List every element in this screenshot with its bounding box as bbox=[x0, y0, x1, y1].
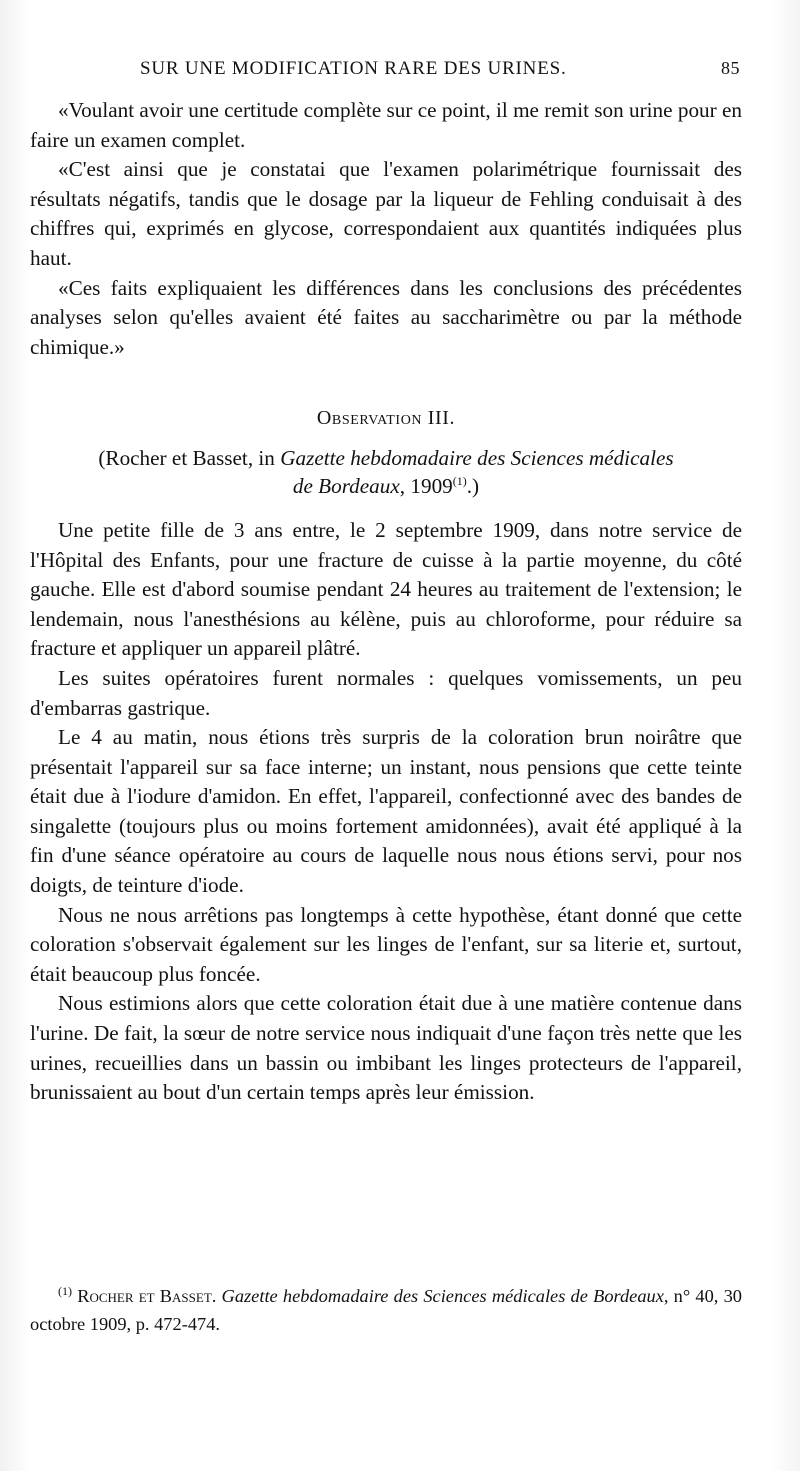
case-paragraph: Une petite fille de 3 ans entre, le 2 septembre 1909, dans notre service de l'Hôpital des Enfants, pour une fracture de cuisse à la partie moyenne, du côté gauche. Elle est d'abord soumise pendant 24 heures au traitement de l'extension; le lendemain, nous l'anesthésions au kélène, puis au chloroforme, pour réduire sa fracture et appliquer un appareil plâtré. bbox=[30, 517, 742, 661]
observation-heading bbox=[30, 404, 742, 434]
footnote-rest: , n° 40, 30 octobre 1909, p. 472-474. bbox=[30, 1286, 742, 1334]
section-gap bbox=[30, 362, 742, 404]
observation-citation bbox=[30, 444, 742, 500]
case-paragraph: Nous estimions alors que cette coloration était due à une matière contenue dans l'urine. De fait, la sœur de notre service nous indiquait d'une façon très nette que les urines, recueillies dans un bassin ou imbibant les linges protecteurs de l'appareil, brunissaient au bout d'un certain temps après leur émission. bbox=[30, 991, 742, 1105]
paragraph: «Voulant avoir une certitude complète sur ce point, il me remit son urine pour en faire un examen complet. bbox=[30, 98, 742, 152]
page-body bbox=[30, 96, 742, 1108]
case-paragraph: Nous ne nous arrêtions pas longtemps à cette hypothèse, étant donné que cette coloration s'observait également sur les linges de l'enfant, sur sa literie et, surtout, était beaucoup plus foncée. bbox=[30, 902, 742, 986]
case-paragraph: Le 4 au matin, nous étions très surpris de la coloration brun noirâtre que présentait l'appareil sur sa face interne; un instant, nous pensions que cette teinte était due à l'iodure d'amidon. En effet, l'appareil, confectionné avec des bandes de singalette (toujours plus ou moins fortement amidonnées), avait été appliqué à la fin d'une séance opératoire au cours de laquelle nous nous étions servi, pour nos doigts, de teinture d'iode. bbox=[30, 725, 742, 898]
citation-prefix: (Rocher et Basset, in bbox=[98, 445, 281, 470]
footnote-journal: Gazette hebdomadaire des Sciences médicales de Bordeaux bbox=[221, 1286, 664, 1306]
page-header bbox=[120, 58, 740, 84]
footnote-authors: Rocher et Basset. bbox=[77, 1286, 217, 1306]
citation-journal-line2: de Bordeaux bbox=[292, 473, 400, 498]
footnote bbox=[30, 1282, 742, 1338]
citation-journal-line1: Gazette hebdomadaire des Sciences médicales bbox=[280, 445, 674, 470]
citation-note-marker: (1) bbox=[452, 473, 467, 488]
case-paragraph: Les suites opératoires furent normales : quelques vomissements, un peu d'embarras gastrique. bbox=[30, 665, 742, 720]
paragraph: «C'est ainsi que je constatai que l'examen polarimétrique fournissait des résultats négatifs, tandis que le dosage par la liqueur de Fehling conduisait à des chiffres qui, exprimés en glycose, correspondaient aux quantités indiquées plus haut. bbox=[30, 157, 742, 270]
page-number: 85 bbox=[721, 58, 740, 78]
observation-heading-number: III. bbox=[427, 407, 456, 430]
paragraph: «Ces faits expliquaient les différences dans les conclusions des précédentes analyses selon qu'elles avaient été faites au saccharimètre ou par la méthode chimique.» bbox=[30, 275, 742, 359]
citation-suffix: .) bbox=[466, 473, 480, 498]
running-title: SUR UNE MODIFICATION RARE DES URINES. bbox=[140, 58, 567, 79]
observation-heading-label: Observation bbox=[316, 407, 423, 430]
citation-year: , 1909 bbox=[399, 473, 453, 498]
section-gap bbox=[30, 500, 742, 516]
footnote-marker: (1) bbox=[58, 1283, 72, 1298]
